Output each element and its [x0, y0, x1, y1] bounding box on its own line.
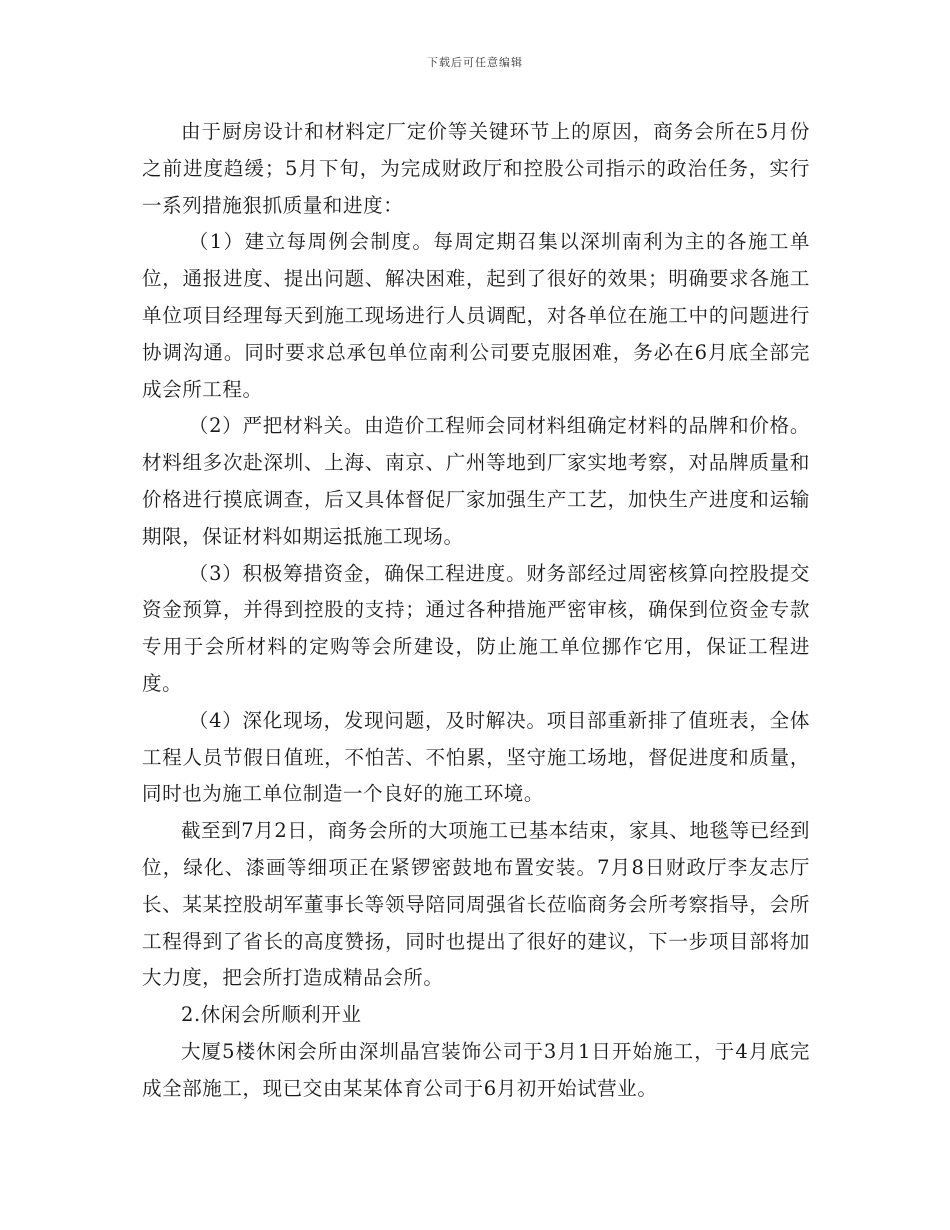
paragraph-leisure-club: 大厦5楼休闲会所由深圳晶宫装饰公司于3月1日开始施工，于4月底完成全部施工，现已交由某某体育公司于6月初开始试营业。	[142, 1039, 810, 1100]
paragraph-intro: 由于厨房设计和材料定厂定价等关键环节上的原因，商务会所在5月份之前进度趋缓；5月下旬，为完成财政厅和控股公司指示的政治任务，实行一系列措施狠抓质量和进度：	[142, 120, 810, 217]
paragraph-item-1: （1）建立每周例会制度。每周定期召集以深圳南利为主的各施工单位，通报进度、提出问题、解决困难，起到了很好的效果；明确要求各施工单位项目经理每天到施工现场进行人员调配，对各单位在施工中的问题进行协调沟通。同时要求总承包单位南利公司要克服困难，务必在6月底全部完成会所工程。	[142, 230, 810, 401]
document-body	[142, 114, 810, 1108]
paragraph-item-3: （3）积极筹措资金，确保工程进度。财务部经过周密核算向控股提交资金预算，并得到控股的支持；通过各种措施严密审核，确保到位资金专款专用于会所材料的定购等会所建设，防止施工单位挪作它用，保证工程进度。	[142, 561, 810, 695]
paragraph-item-2: （2）严把材料关。由造价工程师会同材料组确定材料的品牌和价格。材料组多次赴深圳、上海、南京、广州等地到厂家实地考察，对品牌质量和价格进行摸底调查，后又具体督促厂家加强生产工艺，加快生产进度和运输期限，保证材料如期运抵施工现场。	[142, 414, 810, 548]
paragraph-status: 截至到7月2日，商务会所的大项施工已基本结束，家具、地毯等已经到位，绿化、漆画等细项正在紧锣密鼓地布置安装。7月8日财政厅李友志厅长、某某控股胡军董事长等领导陪同周强省长莅临商务会所考察指导，会所工程得到了省长的高度赞扬，同时也提出了很好的建议，下一步项目部将加大力度，把会所打造成精品会所。	[142, 819, 811, 990]
paragraph-item-4: （4）深化现场，发现问题，及时解决。项目部重新排了值班表，全体工程人员节假日值班，不怕苦、不怕累，坚守施工场地，督促进度和质量，同时也为施工单位制造一个良好的施工环境。	[142, 708, 810, 806]
page-header: 下载后可任意编辑	[427, 56, 523, 69]
section-heading: 2.休闲会所顺利开业	[181, 1003, 362, 1027]
